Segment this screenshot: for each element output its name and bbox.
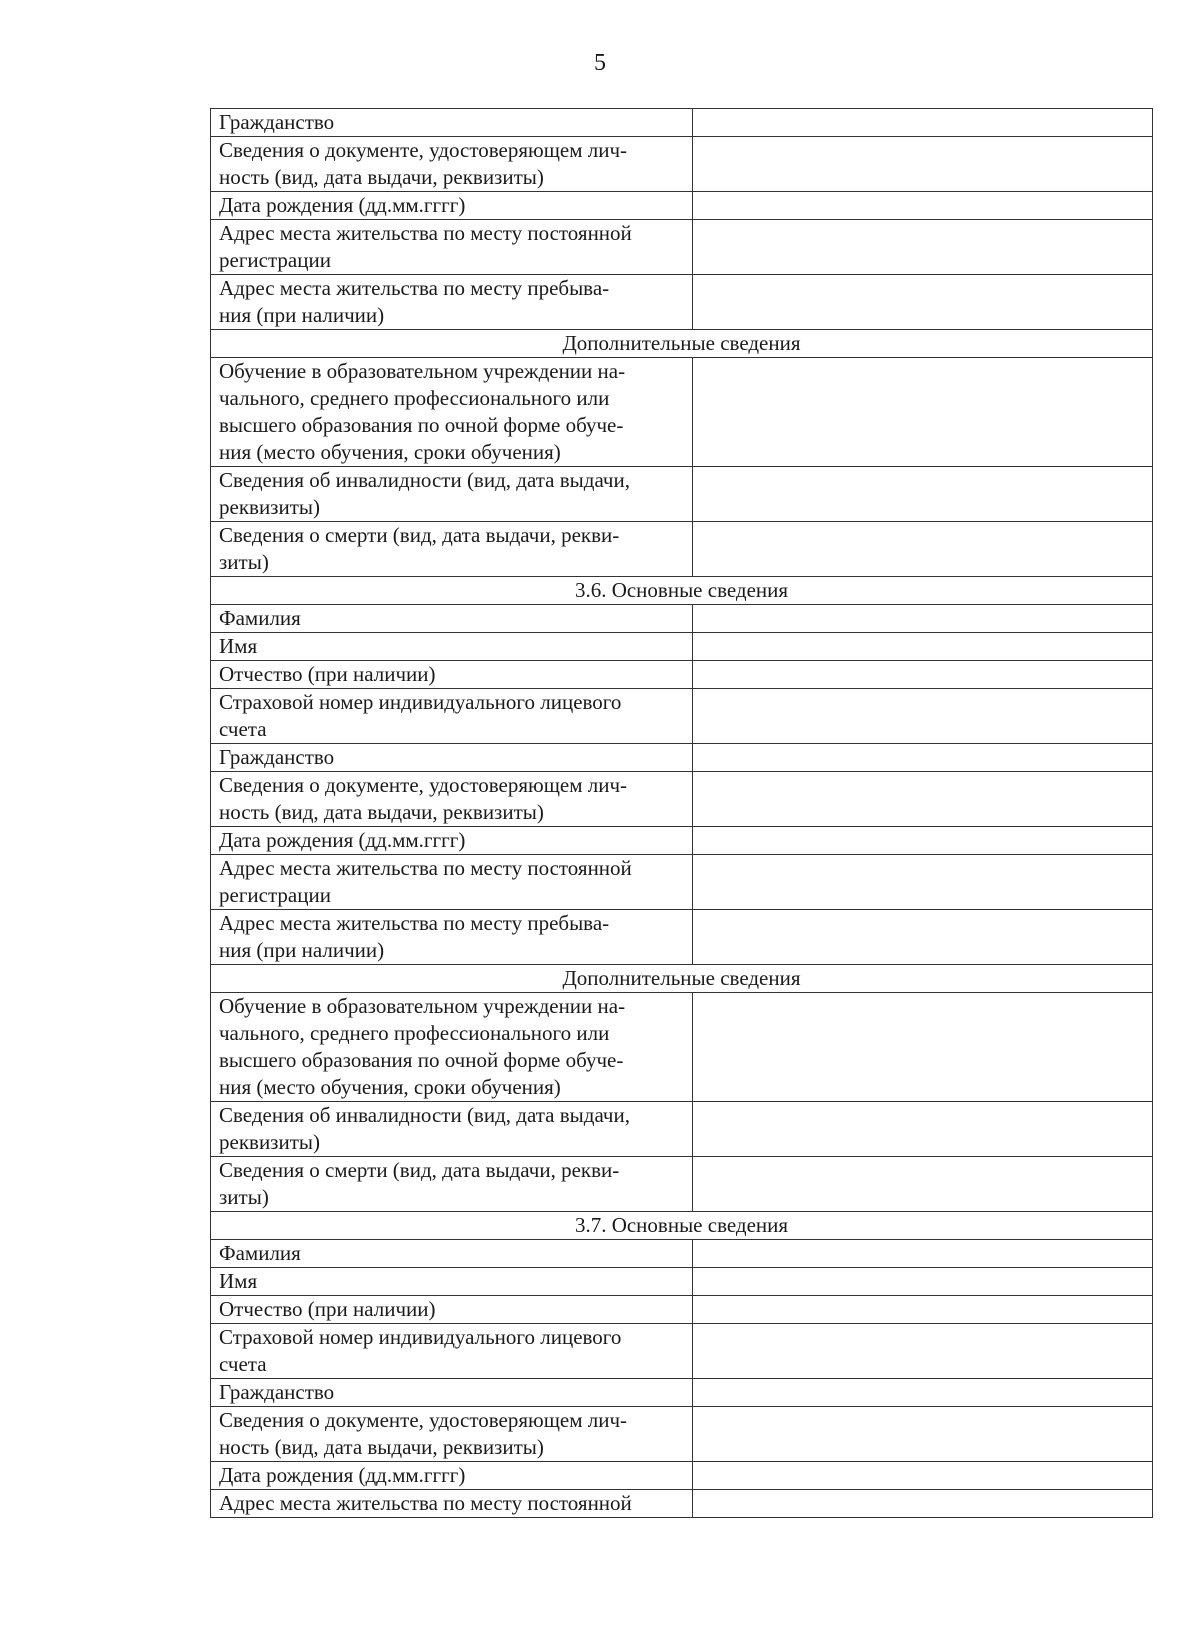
field-value[interactable] (693, 744, 1153, 772)
field-value[interactable] (693, 1324, 1153, 1379)
section-header: 3.7. Основные сведения (211, 1212, 1153, 1240)
field-value[interactable] (693, 993, 1153, 1102)
field-label-line: Дата рождения (дд.мм.гггг) (219, 1463, 466, 1487)
field-label-line: Отчество (при наличии) (219, 1297, 436, 1321)
field-label-line: ния (место обучения, сроки обучения) (219, 440, 561, 464)
field-row (211, 993, 1153, 1102)
field-value[interactable] (693, 192, 1153, 220)
field-label (211, 772, 693, 827)
field-label-line: реквизиты) (219, 495, 320, 519)
field-value[interactable] (693, 1462, 1153, 1490)
field-value[interactable] (693, 109, 1153, 137)
field-row (211, 772, 1153, 827)
field-value[interactable] (693, 1102, 1153, 1157)
section-header: Дополнительные сведения (211, 330, 1153, 358)
field-label-line: Адрес места жительства по месту постоянной (219, 221, 632, 245)
field-label (211, 220, 693, 275)
field-label-line: счета (219, 1352, 267, 1376)
field-row (211, 1268, 1153, 1296)
field-label (211, 605, 693, 633)
field-row (211, 1157, 1153, 1212)
field-value[interactable] (693, 220, 1153, 275)
field-value[interactable] (693, 827, 1153, 855)
field-label-line: ность (вид, дата выдачи, реквизиты) (219, 1435, 544, 1459)
field-value[interactable] (693, 358, 1153, 467)
field-label (211, 109, 693, 137)
field-label (211, 827, 693, 855)
field-label-line: Гражданство (219, 745, 335, 769)
field-label-line: Дата рождения (дд.мм.гггг) (219, 828, 466, 852)
field-label-line: ность (вид, дата выдачи, реквизиты) (219, 165, 544, 189)
form-table-body (211, 109, 1153, 1518)
field-label-line: Сведения об инвалидности (вид, дата выдачи, (219, 1103, 630, 1127)
field-label (211, 633, 693, 661)
page-number: 5 (594, 50, 606, 76)
field-label-line: ния (место обучения, сроки обучения) (219, 1075, 561, 1099)
field-value[interactable] (693, 855, 1153, 910)
field-value[interactable] (693, 1240, 1153, 1268)
field-label-line: регистрации (219, 248, 331, 272)
field-label-line: высшего образования по очной форме обуче- (219, 413, 624, 437)
field-value[interactable] (693, 1379, 1153, 1407)
field-label-line: Адрес места жительства по месту пребыва- (219, 276, 610, 300)
field-label (211, 1157, 693, 1212)
field-label (211, 1407, 693, 1462)
field-row (211, 910, 1153, 965)
field-label (211, 1240, 693, 1268)
field-label-line: зиты) (219, 1185, 269, 1209)
field-value[interactable] (693, 522, 1153, 577)
field-value[interactable] (693, 275, 1153, 330)
field-label-line: Сведения о документе, удостоверяющем лич- (219, 138, 628, 162)
field-label (211, 1324, 693, 1379)
field-row (211, 109, 1153, 137)
field-label-line: Адрес места жительства по месту пребыва- (219, 911, 610, 935)
field-row (211, 522, 1153, 577)
section-header-row (211, 330, 1153, 358)
field-label-line: Адрес места жительства по месту постоянной (219, 856, 632, 880)
field-label-line: Адрес места жительства по месту постоянной (219, 1491, 632, 1515)
field-row (211, 1379, 1153, 1407)
field-label (211, 137, 693, 192)
field-label-line: ность (вид, дата выдачи, реквизиты) (219, 800, 544, 824)
field-label (211, 910, 693, 965)
field-value[interactable] (693, 772, 1153, 827)
field-row (211, 633, 1153, 661)
field-label-line: Обучение в образовательном учреждении на- (219, 994, 626, 1018)
field-row (211, 1490, 1153, 1518)
field-label (211, 358, 693, 467)
section-header: 3.6. Основные сведения (211, 577, 1153, 605)
field-row (211, 1102, 1153, 1157)
field-label-line: Сведения о смерти (вид, дата выдачи, рекви- (219, 523, 620, 547)
section-header-row (211, 577, 1153, 605)
field-row (211, 1407, 1153, 1462)
field-label (211, 689, 693, 744)
field-value[interactable] (693, 910, 1153, 965)
field-label-line: Дата рождения (дд.мм.гггг) (219, 193, 466, 217)
field-label-line: зиты) (219, 550, 269, 574)
section-header-row (211, 1212, 1153, 1240)
field-row (211, 137, 1153, 192)
field-label-line: Страховой номер индивидуального лицевого (219, 690, 622, 714)
field-label (211, 993, 693, 1102)
field-row (211, 1296, 1153, 1324)
field-label-line: Отчество (при наличии) (219, 662, 436, 686)
field-label-line: регистрации (219, 883, 331, 907)
field-row (211, 661, 1153, 689)
field-label-line: Фамилия (219, 1241, 301, 1265)
field-row (211, 358, 1153, 467)
field-label-line: чального, среднего профессионального или (219, 386, 610, 410)
field-row (211, 689, 1153, 744)
field-label-line: Имя (219, 1269, 258, 1293)
field-value[interactable] (693, 1490, 1153, 1518)
field-label (211, 275, 693, 330)
section-header: Дополнительные сведения (211, 965, 1153, 993)
field-row (211, 192, 1153, 220)
field-label (211, 1379, 693, 1407)
field-label-line: Сведения о документе, удостоверяющем лич- (219, 773, 628, 797)
field-label-line: Обучение в образовательном учреждении на- (219, 359, 626, 383)
field-row (211, 855, 1153, 910)
field-row (211, 827, 1153, 855)
field-label (211, 1102, 693, 1157)
field-label-line: Сведения о смерти (вид, дата выдачи, рекви- (219, 1158, 620, 1182)
field-row (211, 467, 1153, 522)
field-label-line: счета (219, 717, 267, 741)
form-table (210, 108, 1153, 1518)
field-row (211, 1324, 1153, 1379)
field-label (211, 661, 693, 689)
field-label-line: Фамилия (219, 606, 301, 630)
field-label (211, 467, 693, 522)
field-value[interactable] (693, 1268, 1153, 1296)
field-label-line: Страховой номер индивидуального лицевого (219, 1325, 622, 1349)
field-row (211, 605, 1153, 633)
section-header-row (211, 965, 1153, 993)
field-label-line: чального, среднего профессионального или (219, 1021, 610, 1045)
field-value[interactable] (693, 689, 1153, 744)
field-row (211, 744, 1153, 772)
field-label (211, 522, 693, 577)
field-label (211, 744, 693, 772)
field-label-line: Сведения о документе, удостоверяющем лич- (219, 1408, 628, 1432)
field-value[interactable] (693, 661, 1153, 689)
field-label-line: Гражданство (219, 1380, 335, 1404)
field-value[interactable] (693, 1407, 1153, 1462)
field-label (211, 1462, 693, 1490)
field-label-line: ния (при наличии) (219, 303, 385, 327)
field-label (211, 855, 693, 910)
field-label (211, 192, 693, 220)
field-value[interactable] (693, 1157, 1153, 1212)
field-value[interactable] (693, 633, 1153, 661)
field-label (211, 1268, 693, 1296)
field-value[interactable] (693, 605, 1153, 633)
field-label (211, 1296, 693, 1324)
field-label (211, 1490, 693, 1518)
field-label-line: реквизиты) (219, 1130, 320, 1154)
field-row (211, 275, 1153, 330)
field-row (211, 220, 1153, 275)
field-value[interactable] (693, 137, 1153, 192)
field-label-line: высшего образования по очной форме обуче- (219, 1048, 624, 1072)
field-row (211, 1240, 1153, 1268)
field-label-line: Сведения об инвалидности (вид, дата выдачи, (219, 468, 630, 492)
field-label-line: ния (при наличии) (219, 938, 385, 962)
field-label-line: Гражданство (219, 110, 335, 134)
field-label-line: Имя (219, 634, 258, 658)
field-value[interactable] (693, 467, 1153, 522)
field-row (211, 1462, 1153, 1490)
field-value[interactable] (693, 1296, 1153, 1324)
